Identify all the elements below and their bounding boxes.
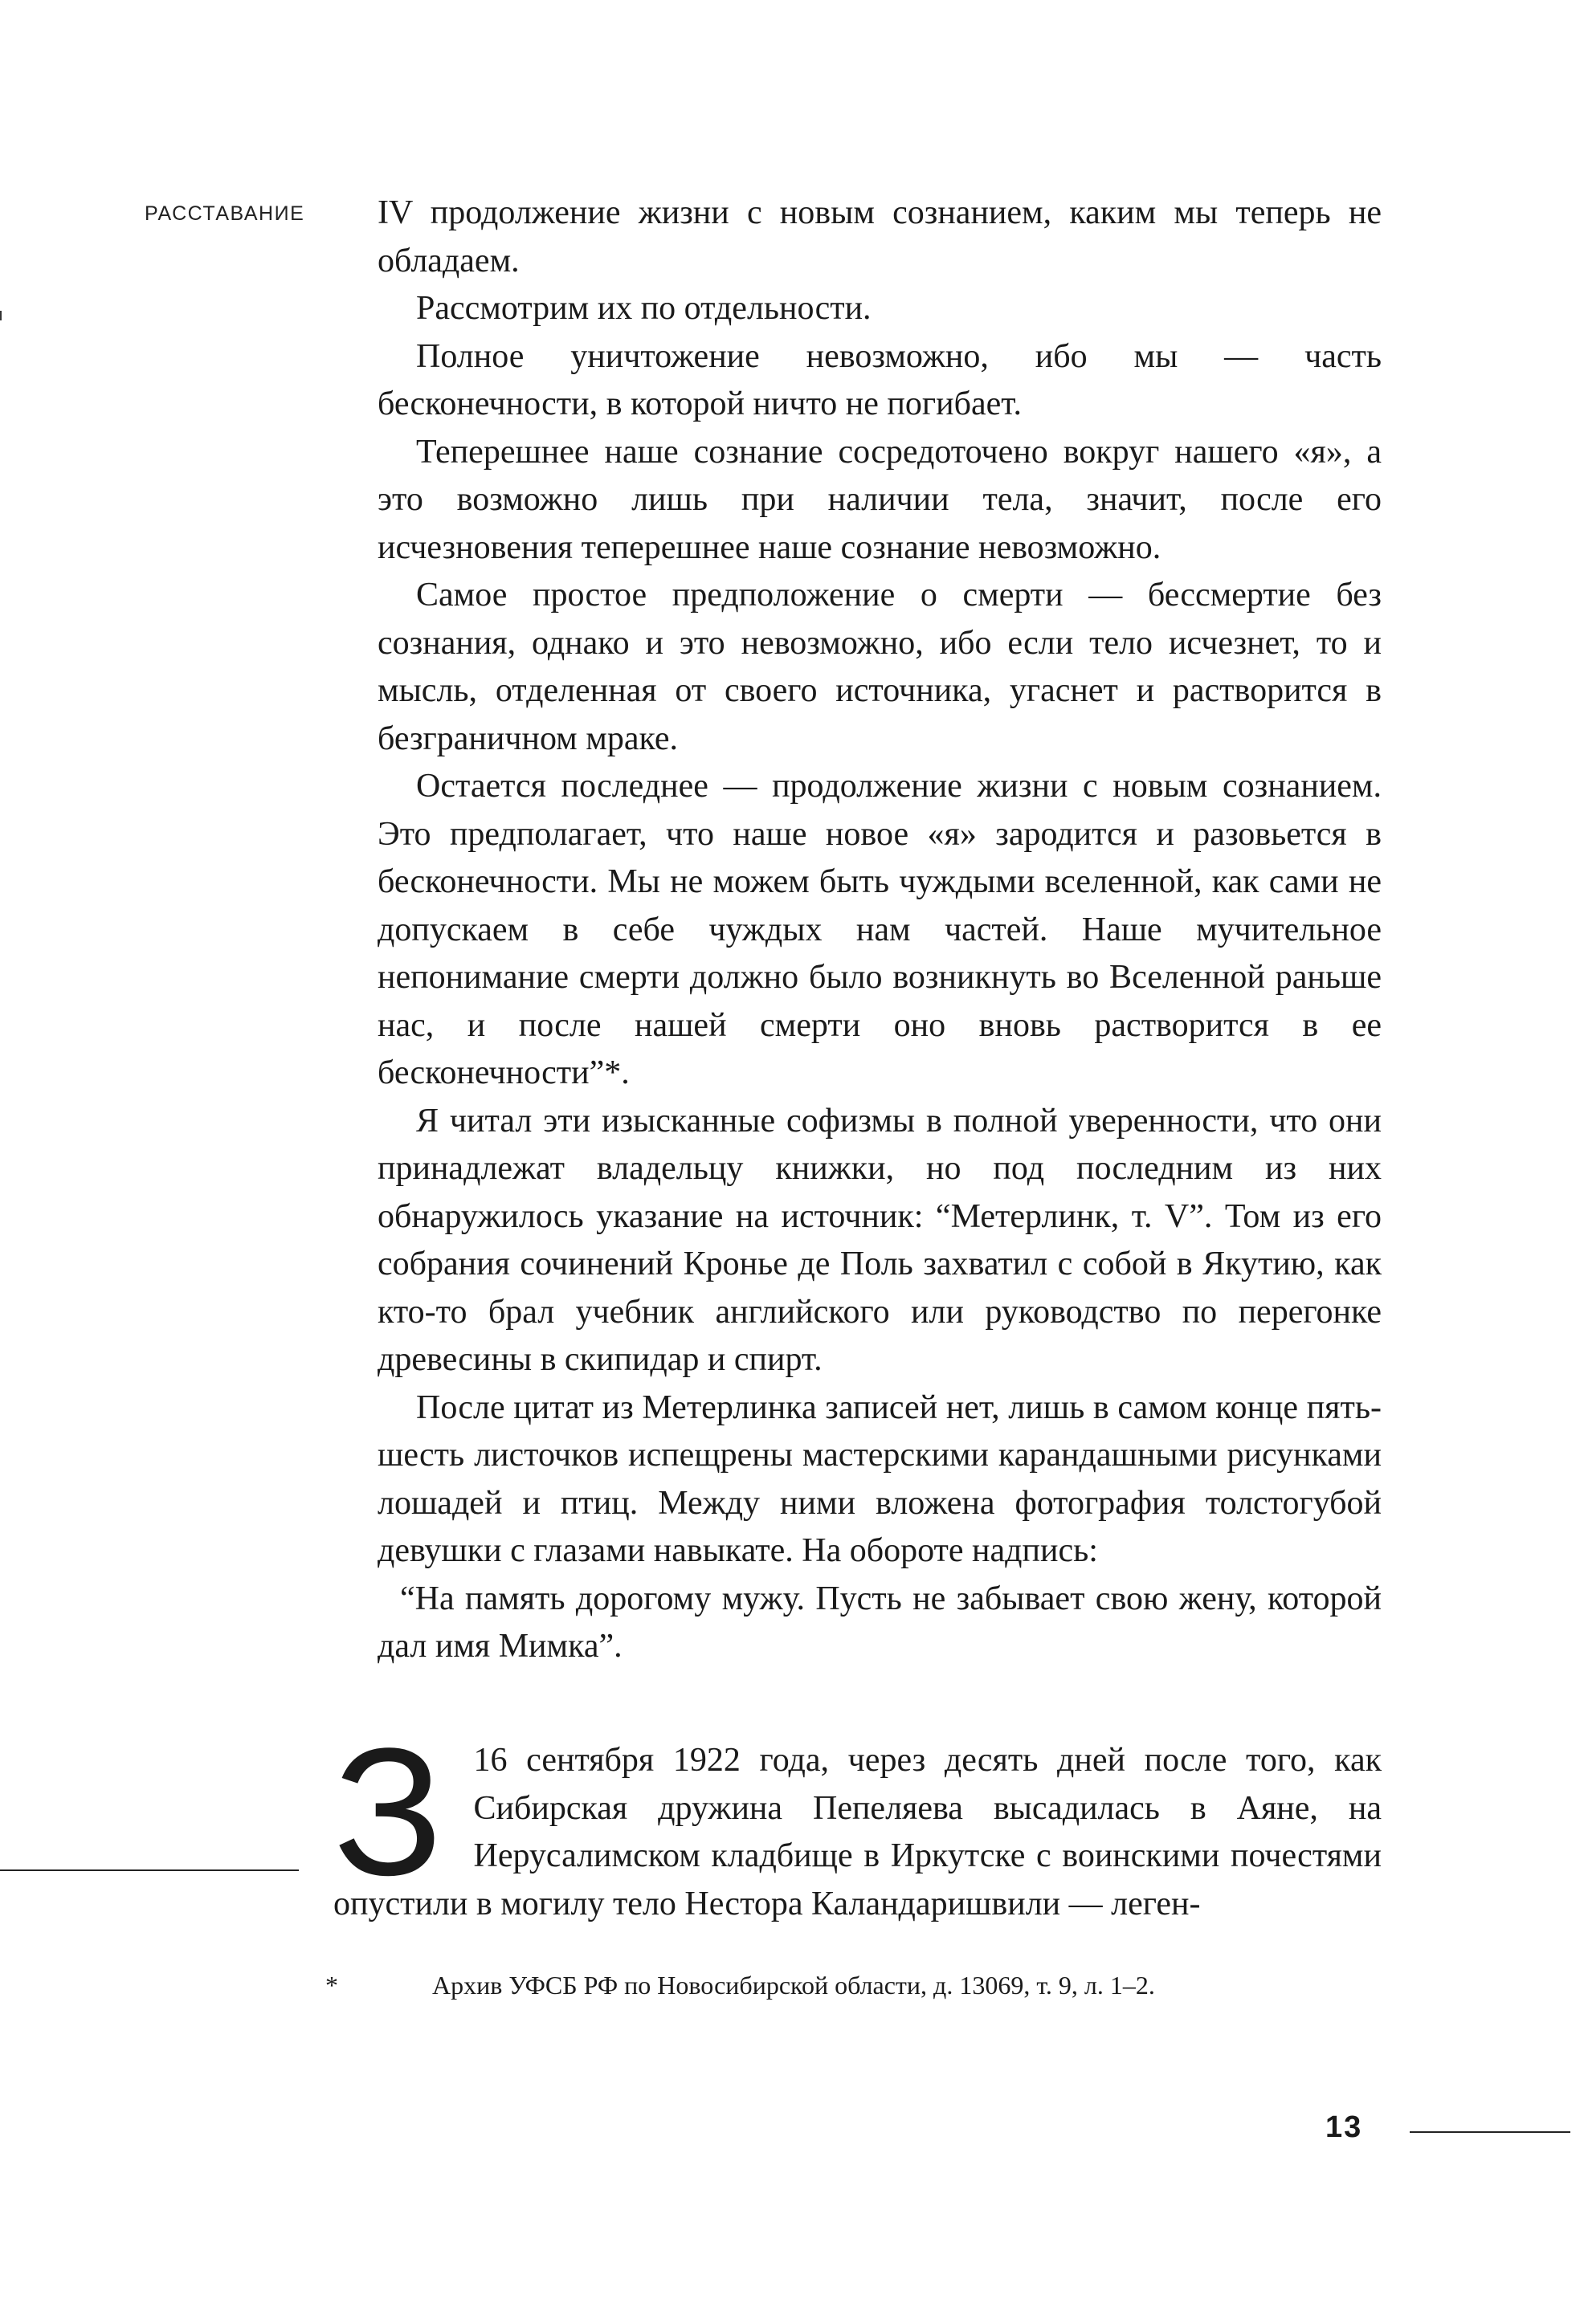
right-rule — [1410, 2131, 1570, 2133]
body-paragraph: Теперешнее наше сознание сосредоточено вокруг нашего «я», а это возможно лишь при наличии тела, значит, после его исчезновения теперешнее наше сознание невозможно. — [378, 433, 1382, 566]
body-text — [378, 190, 1382, 1671]
drop-cap: З — [333, 1710, 443, 1913]
running-head: РАССТАВАНИЕ — [145, 202, 305, 225]
body-paragraph: IV продолжение жизни с новым сознанием, каким мы теперь не обладаем. — [378, 194, 1382, 279]
body-paragraph: Остается последнее — продолжение жизни с новым сознанием. Это предполагает, что наше новое «я» зародится и разовьется в бесконечности. Мы не можем быть чуждыми вселенной, как сами не допускаем в себе чуждых нам частей. Наше мучительное непонимание смерти должно было возникнуть во Вселенной раньше нас, и после нашей смерти оно вновь растворится в ее бесконечности”*. — [378, 768, 1382, 1091]
footnote-mark: * — [325, 1971, 338, 2000]
section-start — [333, 1710, 1382, 1928]
body-paragraph: Самое простое предположение о смерти — бессмертие без сознания, однако и это невозможно, ибо если тело исчезнет, то и мысль, отделенная от своего источника, угаснет и растворится в безграничном мраке. — [378, 577, 1382, 757]
body-paragraph: “На память дорогому мужу. Пусть не забывает свою жену, которой дал имя Мимка”. — [378, 1580, 1382, 1665]
body-paragraph: Я читал эти изысканные софизмы в полной уверенности, что они принадлежат владельцу книжки, но под последним из них обнаружилось указание на источник: “Метерлинк, т. V”. Том из его собрания сочинений Кронье де Поль захватил с собой в Якутию, как кто-то брал учебник английского или руководство по перегонке древесины в скипидар и спирт. — [378, 1102, 1382, 1378]
section-paragraph: 16 сентября 1922 года, через десять дней после того, как Сибирская дружина Пепеляева высадилась в Аяне, на Иерусалимском кладбище в Иркутске с воинскими почестями опустили в могилу тело Нестора Каландаришвили — леген- — [333, 1742, 1382, 1922]
footnote-text: Архив УФСБ РФ по Новосибирской области, д. 13069, т. 9, л. 1–2. — [432, 1971, 1155, 2000]
left-rule — [0, 1869, 299, 1871]
body-paragraph: Рассмотрим их по отдельности. — [416, 290, 872, 327]
edge-tick — [0, 311, 2, 320]
body-paragraph: Полное уничтожение невозможно, ибо мы — часть бесконечности, в которой ничто не погибает. — [378, 337, 1382, 422]
body-paragraph: После цитат из Метерлинка записей нет, лишь в самом конце пять-шесть листочков испещрены мастерскими карандашными рисунками лошадей и птиц. Между ними вложена фотография толстогубой девушки с глазами навыкате. На обороте надпись: — [378, 1388, 1382, 1569]
page-number: 13 — [1325, 2110, 1363, 2144]
